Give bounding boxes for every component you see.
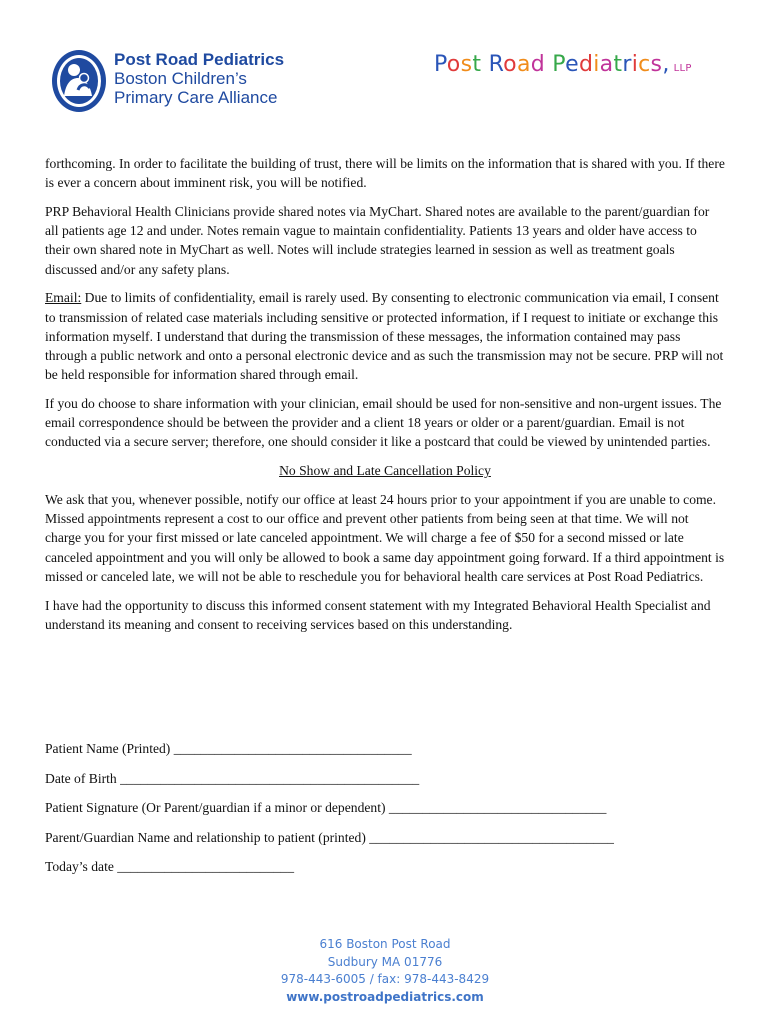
wordmark-letter: o [503,52,517,77]
wordmark-letter: a [599,52,614,77]
email-text: Due to limits of confidentiality, email is rarely used. By consenting to electronic communication via email, I consent to transmission of related case materials including sensitive or protected information, if I request to initiate or exchange this information myself. I understand that during the transmission of these messages, the information contained may pass through a public network and onto a personal electronic device and as such the transmission may not be secure. PRP will not be held responsible for information shared through email. [45,290,724,383]
paragraph-email [45,288,725,384]
post-road-pediatrics-wordmark [434,52,692,82]
footer [0,936,770,1006]
paragraph-no-show-policy: We ask that you, whenever possible, notify our office at least 24 hours prior to your appointment if you are unable to come. Missed appointments represent a cost to our office and prevent other patients from being seen at that time. We will not charge you for your first missed or late canceled appointment. We will charge a fee of $50 for a second missed or late canceled appointment and you will only be allowed to book a same day appointment going forward. If a third appointment is missed or canceled late, we will not be able to reschedule you for behavioral health care services at Post Road Pediatrics. [45,492,725,584]
child-caregiver-seal-icon [50,48,108,114]
wordmark-letter: s [650,52,663,77]
wordmark-letter: R [488,52,504,77]
wordmark-letter: d [530,52,545,77]
wordmark-letter: t [472,52,482,77]
footer-phone-fax: 978-443-6005 / fax: 978-443-8429 [280,972,490,986]
prp-bcpca-logo [50,48,310,118]
wordmark-suffix: LLP [673,63,692,74]
logo-line-3: Primary Care Alliance [114,88,278,107]
wordmark-letter: d [578,52,594,77]
email-label: Email: [45,290,82,306]
logo-line-2: Boston Children’s [114,69,247,88]
wordmark-letter: e [565,52,579,77]
wordmark-letter: c [638,52,651,77]
wordmark-letter: r [622,52,632,77]
consent-body [45,154,725,644]
paragraph-email-usage: If you do choose to share information with your clinician, email should be used for non-sensitive and non-urgent issues. The email correspondence should be between the provider and a client 18 years or older or a parent/guardian. Email is not conducted via a secure server; therefore, one should consider it like a postcard that could be viewed by unintended parties. [45,396,722,450]
wordmark-letter: t [613,52,623,77]
wordmark-letter: i [593,52,600,77]
footer-address-city: Sudbury MA 01776 [327,954,443,969]
wordmark-text [434,52,670,77]
wordmark-letter: i [631,52,639,77]
todays-date-field[interactable]: Today’s date __________________________ [45,859,295,875]
paragraph-consent-statement: I have had the opportunity to discuss this informed consent statement with my Integrated Behavioral Health Specialist and understand its meaning and consent to receiving services based on this understanding. [45,597,711,632]
wordmark-letter: P [434,52,447,77]
letterhead [0,0,770,130]
paragraph-shared-notes: PRP Behavioral Health Clinicians provide shared notes via MyChart. Shared notes are available to the parent/guardian for all patients age 12 and under. Notes remain vague to maintain confidentiality. Patients 13 years and older have access to their own shared note in MyChart as well. Notes will include strategies learned in session as well as treatment goals discussed and/or any safety plans. [45,204,710,277]
wordmark-letter [481,52,488,77]
wordmark-letter: P [552,52,566,77]
footer-address-street: 616 Boston Post Road [319,937,451,951]
logo-text [114,50,284,107]
patient-signature-field[interactable]: Patient Signature (Or Parent/guardian if a minor or dependent) ________________________________ [45,800,607,816]
signature-block [45,739,725,887]
policy-heading: No Show and Late Cancellation Policy [279,463,491,479]
wordmark-letter: s [460,52,473,77]
wordmark-letter: o [446,52,461,77]
date-of-birth-field[interactable]: Date of Birth ____________________________________________ [45,770,420,786]
footer-website-link[interactable]: www.postroadpediatrics.com [286,989,484,1004]
guardian-name-field[interactable]: Parent/Guardian Name and relationship to patient (printed) ____________________________________ [45,829,614,845]
logo-line-1: Post Road Pediatrics [114,50,285,69]
wordmark-letter: , [662,52,670,77]
paragraph-trust-limits: forthcoming. In order to facilitate the building of trust, there will be limits on the information that is shared with you. If there is ever a concern about imminent risk, you will be notified. [45,156,725,191]
wordmark-letter: a [516,52,531,77]
patient-name-field[interactable]: Patient Name (Printed) ___________________________________ [45,741,412,756]
